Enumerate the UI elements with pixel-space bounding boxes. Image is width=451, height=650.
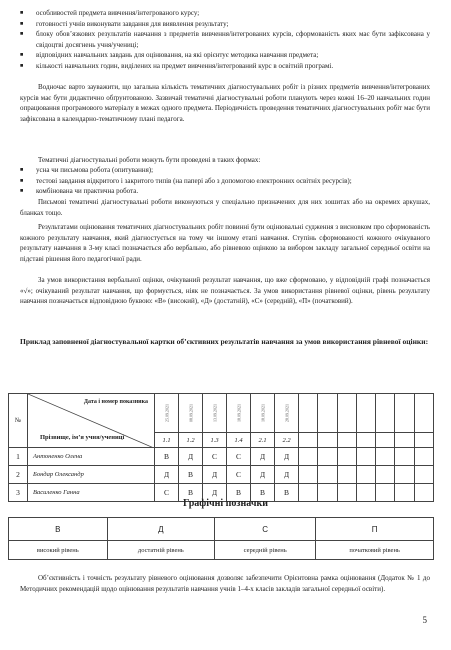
list-item: ■ усна чи письмова робота (опитування); — [20, 165, 430, 176]
empty-cell — [376, 448, 395, 466]
empty-cell — [318, 448, 337, 466]
mark: Д — [203, 466, 227, 484]
legend-letter: С — [215, 518, 316, 541]
indicator-code: 1.4 — [227, 433, 251, 448]
legend-title: Графічні позначки — [183, 498, 268, 509]
header-student-name: Прізвище, ім’я учня/учениці — [40, 434, 125, 441]
empty-cell — [299, 394, 318, 433]
empty-cell — [318, 466, 337, 484]
num-header: № — [9, 394, 28, 448]
header-date-indicator: Дата і номер показника — [83, 399, 148, 405]
empty-cell — [356, 433, 375, 448]
indicator-code: 1.3 — [203, 433, 227, 448]
paragraph-results: Результатами оцінювання тематичних діагностувальних робіт повинні бути оцінювальні судження з висновком про сформованість кожного результату навчання, який діагностується на тому чи іншому етапі навчання. Ступінь сформованості кожного очікуваного результату навчання в 3-му класі позначається або вербально, або рівневою оцінкою за вибором закладу загальної середньої освіти на підставі рішення його педагогічної ради. — [20, 223, 430, 263]
row-number: 1 — [9, 448, 28, 466]
date-cell: 18.09.2021 — [227, 394, 251, 433]
empty-cell — [376, 433, 395, 448]
paragraph-written-works: Письмові тематичні діагностувальні роботи виконуються у спеціально призначених для них зошитах або на окремих аркушах, бланках тощо. — [20, 198, 430, 217]
empty-cell — [414, 448, 433, 466]
empty-cell — [318, 394, 337, 433]
legend-label: достатній рівень — [107, 541, 215, 560]
empty-cell — [376, 394, 395, 433]
empty-cell — [414, 466, 433, 484]
row-number: 2 — [9, 466, 28, 484]
mark: С — [203, 448, 227, 466]
empty-cell — [395, 448, 414, 466]
bullet-list-forms — [20, 165, 430, 197]
mark: Д — [251, 466, 275, 484]
legend-table — [8, 517, 434, 560]
mark: Д — [251, 448, 275, 466]
empty-cell — [337, 433, 356, 448]
mark: Д — [203, 484, 227, 502]
date-cell: 25.09.2021 — [155, 394, 179, 433]
list-item: ■ готовності учнів виконувати завдання для виявлення результату; — [20, 19, 430, 30]
empty-cell — [299, 448, 318, 466]
table-title: Приклад заповненої діагностувальної картки об’єктивних результатів навчання за умов використання рівневої оцінки: — [20, 337, 429, 346]
mark: В — [275, 484, 299, 502]
mark: Д — [155, 466, 179, 484]
student-name: Бондар Олександр — [28, 466, 155, 484]
empty-cell — [376, 466, 395, 484]
table-row — [9, 448, 434, 466]
date-cell: 28.09.2021 — [275, 394, 299, 433]
empty-cell — [414, 394, 433, 433]
empty-cell — [337, 466, 356, 484]
date-cell: 18.09.2021 — [251, 394, 275, 433]
paragraph-forms-intro: Тематичні діагностувальні роботи можуть бути проведені в таких формах: — [38, 156, 261, 164]
student-name: Антоненко Олена — [28, 448, 155, 466]
mark: В — [179, 466, 203, 484]
empty-cell — [414, 433, 433, 448]
indicator-code: 2.1 — [251, 433, 275, 448]
empty-cell — [356, 394, 375, 433]
list-item: ■ кількості навчальних годин, виділених на предмет вивчення/інтегрований курс в освітній програмі. — [20, 61, 430, 72]
empty-cell — [299, 433, 318, 448]
indicator-code: 2.2 — [275, 433, 299, 448]
paragraph-verbal-assessment: За умов використання вербальної оцінки, очікуваний результат навчання, що вже сформовано, у відповідній графі позначається «√»; очікуваний результат навчання, що формується, ніяк не позначається. За умов використання рівневої оцінки, рівень результату навчання позначається відповідною буквою: «В» (високий), «Д» (достатній), «С» (середній), «П» (початковий). — [20, 276, 430, 305]
indicator-code: 1.1 — [155, 433, 179, 448]
page-number: 5 — [422, 615, 427, 625]
empty-cell — [356, 466, 375, 484]
empty-cell — [337, 394, 356, 433]
legend-label: початковий рівень — [316, 541, 434, 560]
mark: Д — [275, 466, 299, 484]
legend-letter: П — [316, 518, 434, 541]
legend-label: середній рівень — [215, 541, 316, 560]
bullet-list-criteria — [20, 8, 430, 71]
student-name: Василенко Ганна — [28, 484, 155, 502]
empty-cell — [356, 448, 375, 466]
list-item: ■ блоку обов’язкових результатів навчання з предметів вивчення/інтегрованих курсів, сформованість яких має бути зафіксована у свідоцтві досягнень учня/учениці; — [20, 29, 430, 50]
empty-cell — [395, 394, 414, 433]
diagonal-header-cell — [28, 394, 155, 448]
indicator-code: 1.2 — [179, 433, 203, 448]
date-cell: 13.09.2021 — [203, 394, 227, 433]
mark: Д — [179, 448, 203, 466]
legend-letter: В — [9, 518, 108, 541]
empty-cell — [318, 433, 337, 448]
legend-letter: Д — [107, 518, 215, 541]
mark: С — [227, 466, 251, 484]
date-cell: 08.09.2021 — [179, 394, 203, 433]
list-item: ■ тестові завдання відкритого і закритого типів (на папері або з допомогою електронних освітніх ресурсів); — [20, 176, 430, 187]
mark: С — [155, 484, 179, 502]
empty-cell — [395, 466, 414, 484]
legend-label: високий рівень — [9, 541, 108, 560]
paragraph-framework: Об’єктивність і точність результату рівневого оцінювання дозволяє забезпечити Орієнтовна рамка оцінювання (Додаток № 1 до Методичних рекомендацій щодо оцінювання результатів навчання учнів 1–4-х класів закладів загальної середньої освіти). — [20, 574, 430, 593]
mark: В — [227, 484, 251, 502]
list-item: ■ відповідних навчальних завдань для оцінювання, на які орієнтує методика навчання предмета; — [20, 50, 430, 61]
mark: С — [227, 448, 251, 466]
mark: В — [251, 484, 275, 502]
mark: В — [179, 484, 203, 502]
list-item: ■ комбінована чи практична робота. — [20, 186, 430, 197]
mark: В — [155, 448, 179, 466]
paragraph-frequency: Водночас варто зауважити, що загальна кількість тематичних діагностувальних робіт із різних предметів вивчення/інтегрованих курсів має бути дидактично обґрунтованою. Зазвичай тематичні діагностувальні роботи планують через кожні 16–20 навчальних годин опрацювання програмового матеріалу в межах одного предмета. Періодичність проведення тематичних діагностувальних робіт має бути зафіксована в календарно-тематичному плані педагога. — [20, 83, 430, 123]
diagnostic-card-table — [8, 393, 434, 502]
mark: Д — [275, 448, 299, 466]
table-row — [9, 466, 434, 484]
empty-cell — [299, 466, 318, 484]
empty-cell — [337, 448, 356, 466]
list-item: ■ особливостей предмета вивчення/інтегрованого курсу; — [20, 8, 430, 19]
empty-cell — [395, 433, 414, 448]
row-number: 3 — [9, 484, 28, 502]
